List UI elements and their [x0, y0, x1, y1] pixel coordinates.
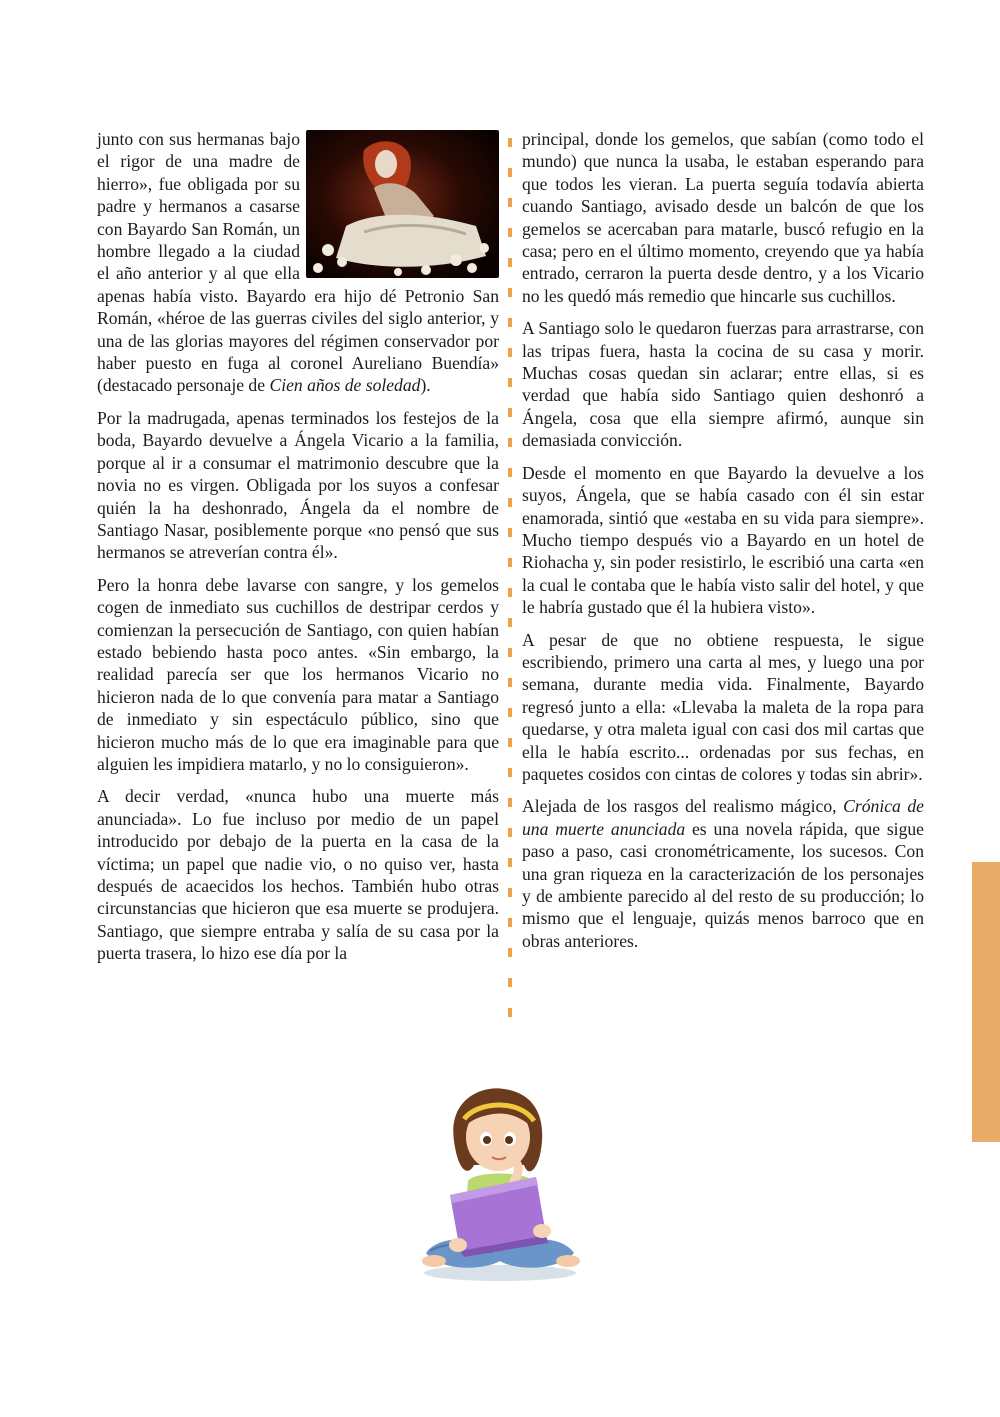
paragraph-3-left: Pero la honra debe lavarse con sangre, y los gemelos cogen de inmediato sus cuchillos de destripar cerdos y comienzan la persecución de Santiago, con quien habían estado bebiendo hasta poco antes. «Sin embargo, la realidad parecía ser que los hermanos Vicario no hicieron nada de lo que convenía para matar a Santiago de inmediato y sin espectáculo público, sino que hicieron mucho más de lo que era imaginable para que alguien les impidiera matarlo, y no lo consiguieron».: [97, 574, 499, 774]
divider-dash: [508, 558, 512, 567]
paragraph-5-right-start: Alejada de los rasgos del realismo mágico,: [522, 796, 837, 817]
girl-with-laptop-illustration: [408, 1085, 588, 1285]
divider-dash: [508, 768, 512, 777]
divider-dash: [508, 288, 512, 297]
paragraph-5-right-end: es una novela rápida, que sigue paso a paso, casi cronométricamente, los sucesos. Con una gran riqueza en la caracterización de los personajes y de ambiente parecido al del resto de su producción; lo mismo que el lenguaje, quizás menos barroco que en obras anteriores.: [522, 818, 924, 951]
divider-dash: [508, 438, 512, 447]
divider-dash: [508, 258, 512, 267]
paragraph-2-left: Por la madrugada, apenas terminados los festejos de la boda, Bayardo devuelve a Ángela Vicario a la familia, porque al ir a consumar el matrimonio descubre que la novia no es virgen. Obligada por los suyos a confesar quién la ha deshonrado, Ángela da el nombre de Santiago Nasar, posiblemente porque «no pensó que sus hermanos se atreverían contra él».: [97, 407, 499, 563]
divider-dash: [508, 708, 512, 717]
left-column: [97, 128, 499, 975]
divider-dash: [508, 468, 512, 477]
divider-dash: [508, 738, 512, 747]
divider-dash: [508, 618, 512, 627]
book-title-cronica: Crónica de una muerte anunciada: [522, 796, 924, 839]
paragraph-3-right: Desde el momento en que Bayardo la devuelve a los suyos, Ángela, que se había casado con él sin estar enamorada, sintió que «estaba en su vida para siempre». Mucho tiempo después vio a Bayardo en un hotel de Riohacha y, sin poder resistirlo, le escribió una carta «en la cual le contaba que le había visto salir del hotel, y que le habría gustado que él la hubiera visto».: [522, 462, 924, 618]
divider-dash: [508, 348, 512, 357]
paragraph-4-left: A decir verdad, «nunca hubo una muerte más anunciada». Lo fue incluso por medio de un papel introducido por debajo de la puerta en la casa de la víctima; un papel que nadie vio, o no quiso ver, hasta después de acaecidos los hechos. También hubo otras circunstancias que hicieron que esa muerte se produjera. Santiago, que siempre entraba y salía de su casa por la puerta trasera, lo hizo ese día por la: [97, 786, 499, 964]
divider-dash: [508, 198, 512, 207]
divider-dash: [508, 918, 512, 927]
divider-dash: [508, 798, 512, 807]
paragraph-2-right: A Santiago solo le quedaron fuerzas para arrastrarse, con las tripas fuera, hasta la cocina de su casa y morir. Muchas cosas quedan sin aclarar; entre ellas, si es verdad que había sido Santiago quien deshonró a Ángela, cosa que ella siempre afirmó, aunque sin demasiada convicción.: [522, 318, 924, 451]
paragraph-4-right: A pesar de que no obtiene respuesta, le sigue escribiendo, primero una carta al mes, y luego una por semana, durante media vida. Finalmente, Bayardo regresó junto a ella: «Llevaba la maleta de la ropa para quedarse, y otra maleta igual con casi dos mil cartas que ella le había escrito... ordenadas por sus fechas, en paquetes cosidos con cintas de colores y todas sin abrir».: [522, 629, 924, 784]
divider-dash: [508, 588, 512, 597]
divider-dash: [508, 318, 512, 327]
divider-dash: [508, 138, 512, 147]
divider-dash: [508, 828, 512, 837]
divider-dash: [508, 678, 512, 687]
book-title-cien-anos: Cien años de soledad: [269, 375, 421, 396]
divider-dash: [508, 168, 512, 177]
paragraph-1-left: [97, 128, 499, 397]
page-side-tab: [972, 862, 1000, 1142]
paragraph-1-left-text: junto con sus hermanas bajo el rigor de una madre de hierro», fue obligada por su padre y hermanos a casarse con Bayardo San Román, un hombre llegado a la ciudad el año anterior y al que ella apenas había visto. Bayardo era hijo dé Petronio San Román, «héroe de las guerras civiles del siglo anterior, y una de las glorias mayores del régimen conservador por haber puesto en fuga al coronel Aureliano Buendía» (destacado personaje de: [97, 129, 499, 396]
divider-dash: [508, 408, 512, 417]
paragraph-1-right: principal, donde los gemelos, que sabían (como todo el mundo) que nunca la usaba, le estaban esperando para que todos les vieran. La puerta seguía todavía abierta cuando Santiago, avisado desde un balcón de que los gemelos se acercaban para matarle, buscó refugio en la casa; pero en el último momento, creyendo que ya había entrado, cerraron la puerta desde dentro, y a los Vicario no les quedó más remedio que hincarle sus cuchillos.: [522, 129, 924, 306]
divider-dash: [508, 528, 512, 537]
divider-dash: [508, 978, 512, 987]
divider-dash: [508, 948, 512, 957]
divider-dash: [508, 1008, 512, 1017]
divider-dash: [508, 378, 512, 387]
theater-photo: [306, 130, 499, 278]
divider-dash: [508, 228, 512, 237]
column-divider: [508, 138, 512, 1038]
right-column: [522, 128, 924, 962]
divider-dash: [508, 498, 512, 507]
paragraph-1-left-end: ).: [420, 375, 431, 396]
divider-dash: [508, 888, 512, 897]
paragraph-5-right: [522, 795, 924, 952]
divider-dash: [508, 648, 512, 657]
divider-dash: [508, 858, 512, 867]
